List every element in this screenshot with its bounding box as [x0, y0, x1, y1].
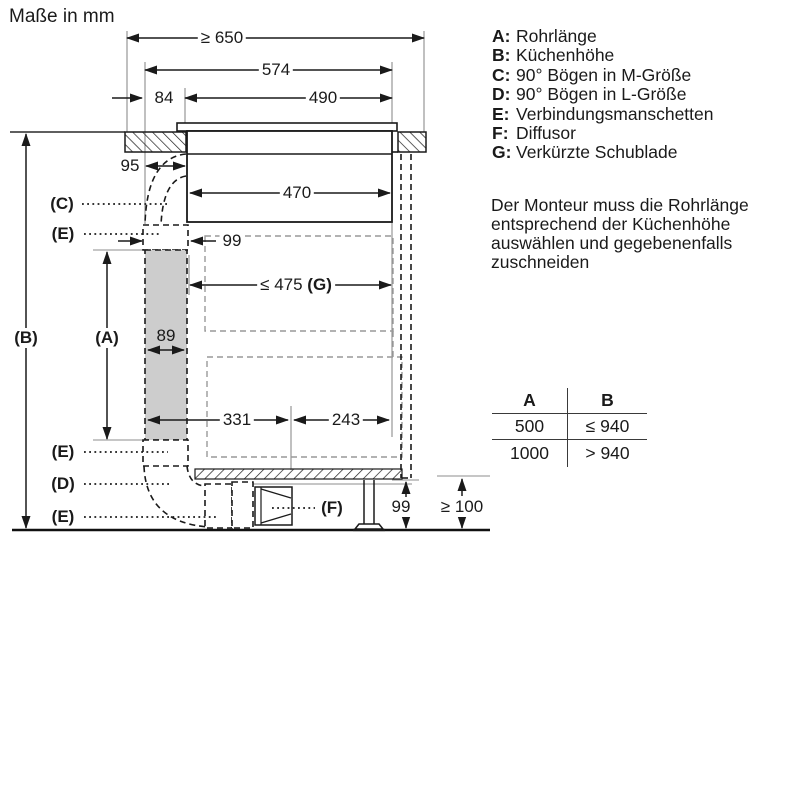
worktop-right	[398, 132, 426, 152]
label-sleeve-mid: (E)	[49, 442, 78, 462]
table-cell: 500	[492, 414, 568, 439]
legend-item-a: A: Rohrlänge	[492, 26, 597, 46]
note-line: entsprechend der Küchenhöhe	[491, 214, 731, 234]
legend-item-g: G: Verkürzte Schublade	[492, 142, 678, 163]
note-line: zuschneiden	[491, 252, 590, 272]
dim-hob-body-width: 490	[306, 88, 340, 108]
dim-sleeve-width: 99	[220, 231, 245, 251]
label-pipe-length: (A)	[92, 328, 122, 348]
table-row	[492, 440, 647, 467]
pipe-length-table	[492, 388, 647, 467]
dim-min-width: ≥ 650	[198, 28, 246, 48]
worktop-left	[125, 132, 186, 152]
label-diffusor: (F)	[318, 498, 346, 518]
cabinet-bottom-panel	[195, 469, 402, 479]
table-cell: > 940	[585, 443, 630, 463]
table-header-b: B	[601, 390, 614, 410]
page-title: Maße in mm	[9, 6, 115, 27]
label-bend-l: (D)	[48, 474, 78, 494]
label-kitchen-height: (B)	[11, 328, 41, 348]
bend-top-outer	[145, 154, 186, 224]
sleeve-top	[143, 225, 188, 250]
dim-plinth-height: ≥ 100	[438, 497, 486, 517]
bend-top-inner	[161, 176, 186, 225]
note-line: Der Monteur muss die Rohrlänge	[491, 195, 749, 215]
dimension-lines	[26, 38, 462, 528]
leg-foot	[355, 524, 383, 529]
legend-item-c: C: 90° Bögen in M-Größe	[492, 64, 692, 85]
table-header-a: A	[492, 388, 568, 413]
legend	[492, 27, 714, 163]
label-bend-m: (C)	[47, 194, 77, 214]
dim-duct-width: 89	[156, 326, 176, 345]
hob-body	[187, 131, 392, 222]
dim-duct-offset: 95	[118, 156, 143, 176]
sleeve-horizontal	[232, 482, 253, 528]
legend-item-b: B: Küchenhöhe	[492, 45, 615, 66]
table-row	[492, 414, 647, 440]
legend-item-e: E: Verbindungsmanschetten	[492, 103, 714, 124]
dim-outlet-left: 331	[220, 410, 254, 430]
table-header-row	[492, 388, 647, 414]
installer-note	[491, 196, 749, 272]
table-cell: ≤ 940	[585, 416, 630, 436]
label-sleeve-top: (E)	[49, 224, 78, 244]
dim-drawer-depth: ≤ 475 (G)	[257, 275, 335, 295]
legend-item-f: F: Diffusor	[492, 122, 576, 143]
dim-outlet-right: 243	[329, 410, 363, 430]
sleeve-bottom	[143, 440, 188, 466]
dim-hob-inner-width: 470	[280, 183, 314, 203]
note-line: auswählen und gegebenenfalls	[491, 233, 733, 253]
dim-rear-offset: 84	[152, 88, 177, 108]
legend-item-d: D: 90° Bögen in L-Größe	[492, 84, 687, 105]
label-sleeve-bottom: (E)	[49, 507, 78, 527]
table-cell: 1000	[492, 440, 568, 467]
dim-diffusor-height: 99	[389, 497, 414, 517]
dim-hob-total-width: 574	[259, 60, 293, 80]
hob-glass	[177, 123, 397, 131]
structure	[10, 123, 490, 530]
horizontal-duct	[205, 484, 232, 528]
